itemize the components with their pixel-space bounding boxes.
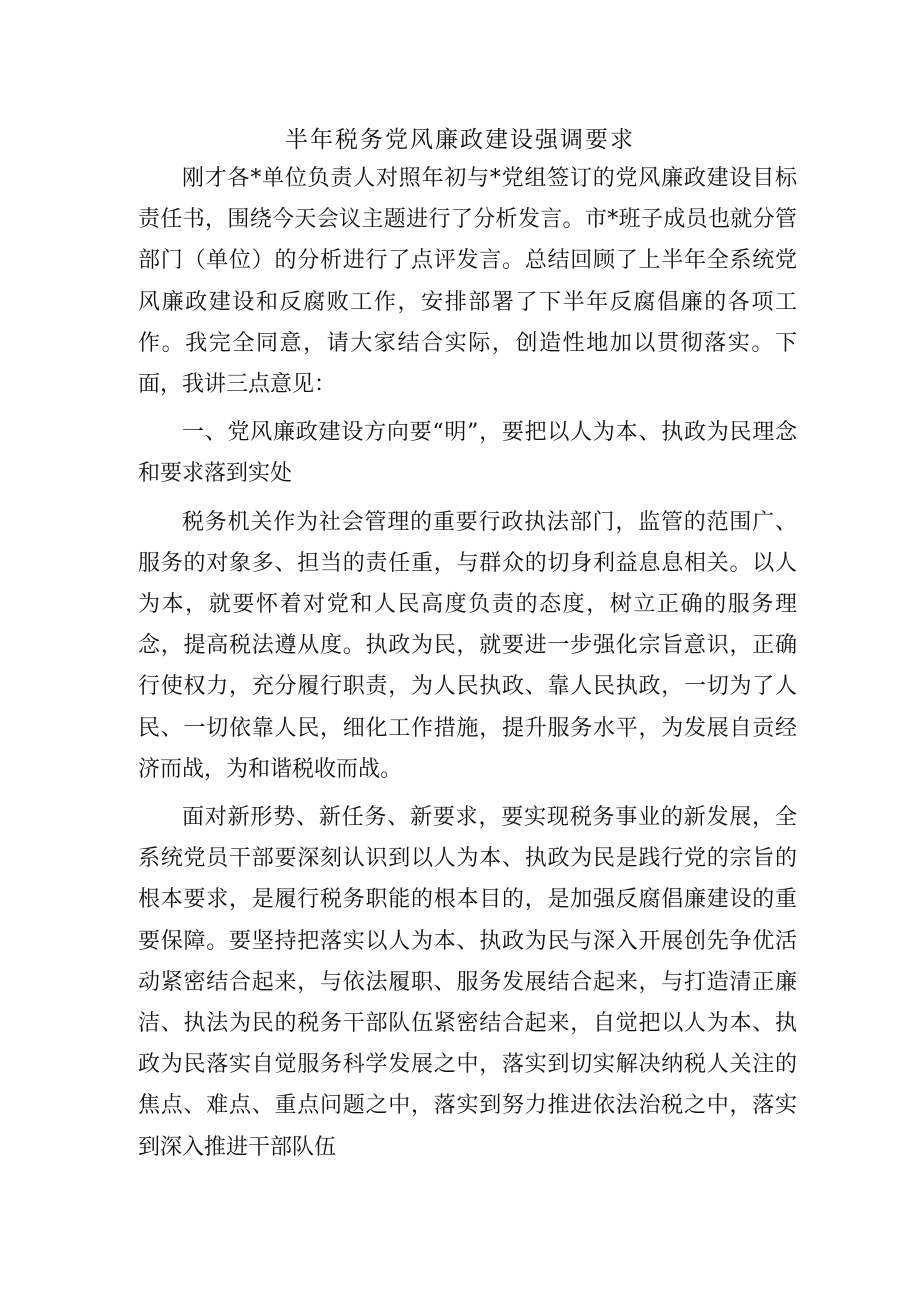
paragraph-new-situation: 面对新形势、新任务、新要求，要实现税务事业的新发展，全系统党员干部要深刻认识到以人为本、执政为民是践行党的宗旨的根本要求，是履行税务职能的根本目的，是加强反腐倡廉建设的重要保障。要坚持把落实以人为本、执政为民与深入开展创先争优活动紧密结合起来，与依法履职、服务发展结合起来，与打造清正廉洁、执法为民的税务干部队伍紧密结合起来，自觉把以人为本、执政为民落实自觉服务科学发展之中，落实到切实解决纳税人关注的焦点、难点、重点问题之中，落实到努力推进依法治税之中，落实到深入推进干部队伍 <box>138 805 797 1160</box>
document-body <box>138 158 797 1168</box>
paragraph-opening: 刚才各*单位负责人对照年初与*党组签订的党风廉政建设目标责任书，围绕今天会议主题进行了分析发言。市*班子成员也就分管部门（单位）的分析进行了点评发言。总结回顾了上半年全系统党风廉政建设和反腐败工作，安排部署了下半年反腐倡廉的各项工作。我完全同意，请大家结合实际，创造性地加以贯彻落实。下面，我讲三点意见： <box>138 166 797 398</box>
document-title: 半年税务党风廉政建设强调要求 <box>285 127 635 153</box>
paragraph-tax-organ-role: 税务机关作为社会管理的重要行政执法部门，监管的范围广、服务的对象多、担当的责任重，与群众的切身利益息息相关。以人为本，就要怀着对党和人民高度负责的态度，树立正确的服务理念，提高税法遵从度。执政为民，就要进一步强化宗旨意识，正确行使权力，充分履行职责，为人民执政、靠人民执政，一切为了人民、一切依靠人民，细化工作措施，提升服务水平，为发展自贡经济而战，为和谐税收而战。 <box>138 509 797 782</box>
section-heading-one: 一、党风廉政建设方向要“明”，要把以人为本、执政为民理念和要求落到实处 <box>138 420 797 487</box>
